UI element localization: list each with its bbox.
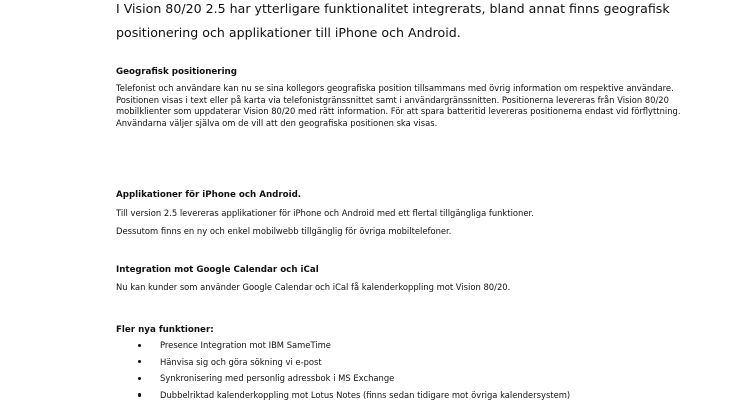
bullet-icon [138, 344, 141, 347]
section-paragraph: Nu kan kunder som använder Google Calendar och iCal få kalenderkoppling mot Vision 80/20. [116, 282, 511, 292]
section-paragraph: Till version 2.5 levereras applikationer för iPhone och Android med ett flertal tillgängliga funktioner. [116, 208, 534, 218]
bullet-icon [138, 360, 141, 363]
bullet-icon [138, 377, 141, 380]
section-applikationer [116, 189, 716, 240]
list-item [116, 354, 716, 371]
section-paragraph: Telefonist och användare kan nu se sina kollegors geografiska position tillsammans med övrig information om respektive användare. Positionen visas i text eller på karta via telefonistgränssnittet samt i användargränssnitten. Positionerna levereras från Vision 80/20 mobilklienter som uppdaterar Vision 80/20 med rätt information. För att spara batteritid levereras positionerna endast vid förflyttning. [116, 83, 681, 116]
list-item-text: Dubbelriktad kalenderkoppling mot Lotus Notes (finns sedan tidigare mot övriga kalendersystem) [160, 389, 571, 400]
section-integration-google-calendar [116, 264, 716, 297]
intro-paragraph: I Vision 80/20 2.5 har ytterligare funktionalitet integrerats, bland annat finns geografisk positionering och applikationer till iPhone och Android. [116, 1, 670, 40]
feature-list [116, 337, 716, 403]
section-heading: Geografisk positionering [116, 67, 237, 77]
section-heading: Integration mot Google Calendar och iCal [116, 265, 319, 275]
bullet-icon [138, 393, 141, 396]
list-item-text: Synkronisering med personlig adressbok i MS Exchange [160, 373, 395, 384]
list-item [116, 370, 716, 387]
section-paragraph: Dessutom finns en ny och enkel mobilwebb tillgänglig för övriga mobiltelefoner. [116, 225, 452, 236]
list-item [116, 387, 716, 404]
section-heading: Applikationer för iPhone och Android. [116, 190, 302, 200]
list-item-text: Presence Integration mot IBM SameTime [160, 340, 331, 350]
section-paragraph: Användarna väljer själva om de vill att den geografiska positionen ska visas. [116, 117, 438, 128]
list-item-text: Hänvisa sig och göra sökning vi e-post [160, 356, 322, 367]
section-heading: Fler nya funktioner: [116, 325, 214, 335]
section-fler-nya-funktioner [116, 324, 716, 403]
section-geografisk-positionering [116, 66, 716, 129]
list-item [116, 337, 716, 354]
